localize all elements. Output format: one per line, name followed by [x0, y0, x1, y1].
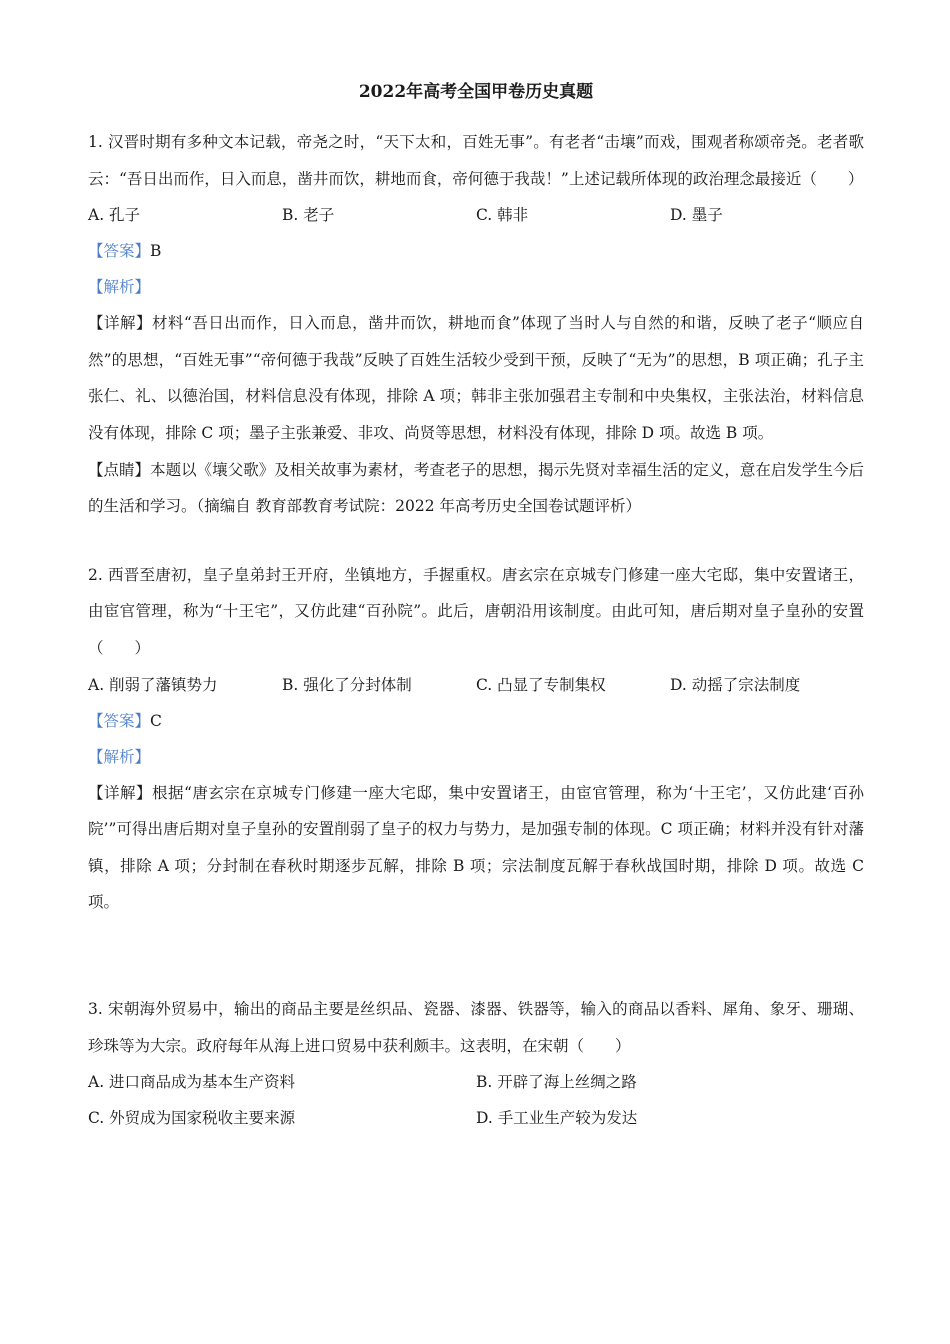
question-2-answer-value: C [150, 711, 162, 730]
question-1-stem: 1. 汉晋时期有多种文本记载，帝尧之时，“天下太和，百姓无事”。有老者“击壤”而戏，围观者称颂帝尧。老者歌云：“吾日出而作，日入而息，凿井而饮，耕地而食，帝何德于我哉！”上述记载所体现的政治理念最接近（ ） [88, 133, 864, 188]
question-1-answer [88, 233, 864, 269]
document-page [88, 78, 864, 1136]
question-3-options-row-2 [88, 1100, 864, 1136]
analysis-label: 【解析】 [88, 278, 151, 297]
question-1-detail [88, 305, 864, 451]
question-2-detail-text: 根据“唐玄宗在京城专门修建一座大宅邸，集中安置诸王，由宦官管理，称为‘十王宅’，又仿此建‘百孙院’”可得出唐后期对皇子皇孙的安置削弱了皇子的权力与势力，是加强专制的体现。C 项正确；材料并没有针对藩镇，排除 A 项；分封制在春秋时期逐步瓦解，排除 B 项；宗法制度瓦解于春秋战国时期，排除 D 项。故选 C 项。 [88, 783, 864, 912]
question-3-option-c: C. 外贸成为国家税收主要来源 [88, 1109, 296, 1128]
question-1-detail-text: 材料“吾日出而作，日入而息，凿井而饮，耕地而食”体现了当时人与自然的和谐，反映了老子“顺应自然”的思想，“百姓无事”“帝何德于我哉”反映了百姓生活较少受到干预，反映了“无为”的思想，B 项正确；孔子主张仁、礼、以德治国，材料信息没有体现，排除 A 项；韩非主张加强君主专制和中央集权，主张法治，材料信息没有体现，排除 C 项；墨子主张兼爱、非攻、尚贤等思想，材料没有体现，排除 D 项。故选 B 项。 [88, 314, 864, 442]
question-1-option-a: A. 孔子 [88, 206, 141, 225]
question-2-detail [88, 775, 864, 921]
spacer [88, 921, 864, 991]
question-2-option-c: C. 凸显了专制集权 [476, 675, 606, 694]
question-2-stem: 2. 西晋至唐初，皇子皇弟封王开府，坐镇地方，手握重权。唐玄宗在京城专门修建一座大宅邸，集中安置诸王，由宦官管理，称为“十王宅”，又仿此建“百孙院”。此后，唐朝沿用该制度。由此可知，唐后期对皇子皇孙的安置（ ） [88, 565, 864, 657]
question-1-answer-value: B [150, 242, 162, 261]
question-1-comment [88, 452, 864, 525]
question-1-option-d: D. 墨子 [670, 206, 723, 225]
question-1-analysis-heading [88, 269, 864, 305]
question-2-option-a: A. 削弱了藩镇势力 [88, 675, 218, 694]
question-1-options [88, 197, 864, 233]
question-2-option-b: B. 强化了分封体制 [282, 675, 412, 694]
question-2-analysis-heading [88, 739, 864, 775]
analysis-label: 【解析】 [88, 747, 151, 766]
question-1-option-c: C. 韩非 [476, 206, 529, 225]
detail-label: 【详解】 [88, 314, 152, 333]
question-3-stem: 3. 宋朝海外贸易中，输出的商品主要是丝织品、瓷器、漆器、铁器等，输入的商品以香料、犀角、象牙、珊瑚、珍珠等为大宗。政府每年从海上进口贸易中获利颇丰。这表明，在宋朝（ ） [88, 999, 864, 1055]
answer-label: 【答案】 [88, 711, 151, 730]
question-3-option-b: B. 开辟了海上丝绸之路 [476, 1073, 637, 1092]
question-3-option-a: A. 进口商品成为基本生产资料 [88, 1073, 296, 1092]
question-2-option-d: D. 动摇了宗法制度 [670, 675, 801, 694]
detail-label: 【详解】 [88, 783, 152, 802]
question-1-comment-text: 本题以《壤父歌》及相关故事为素材，考查老子的思想，揭示先贤对幸福生活的定义，意在启发学生今后的生活和学习。（摘编自 教育部教育考试院：2022 年高考历史全国卷试题评析） [88, 460, 864, 516]
question-2-answer [88, 703, 864, 739]
page-title: 2022年高考全国甲卷历史真题 [358, 82, 594, 102]
question-2-options [88, 667, 864, 703]
question-2 [88, 557, 864, 921]
question-3-options-row-1 [88, 1064, 864, 1100]
question-3 [88, 991, 864, 1136]
answer-label: 【答案】 [88, 242, 151, 261]
comment-label: 【点睛】 [88, 460, 151, 479]
question-3-option-d: D. 手工业生产较为发达 [476, 1109, 638, 1128]
question-1 [88, 124, 864, 525]
spacer [88, 525, 864, 557]
question-1-option-b: B. 老子 [282, 206, 335, 225]
